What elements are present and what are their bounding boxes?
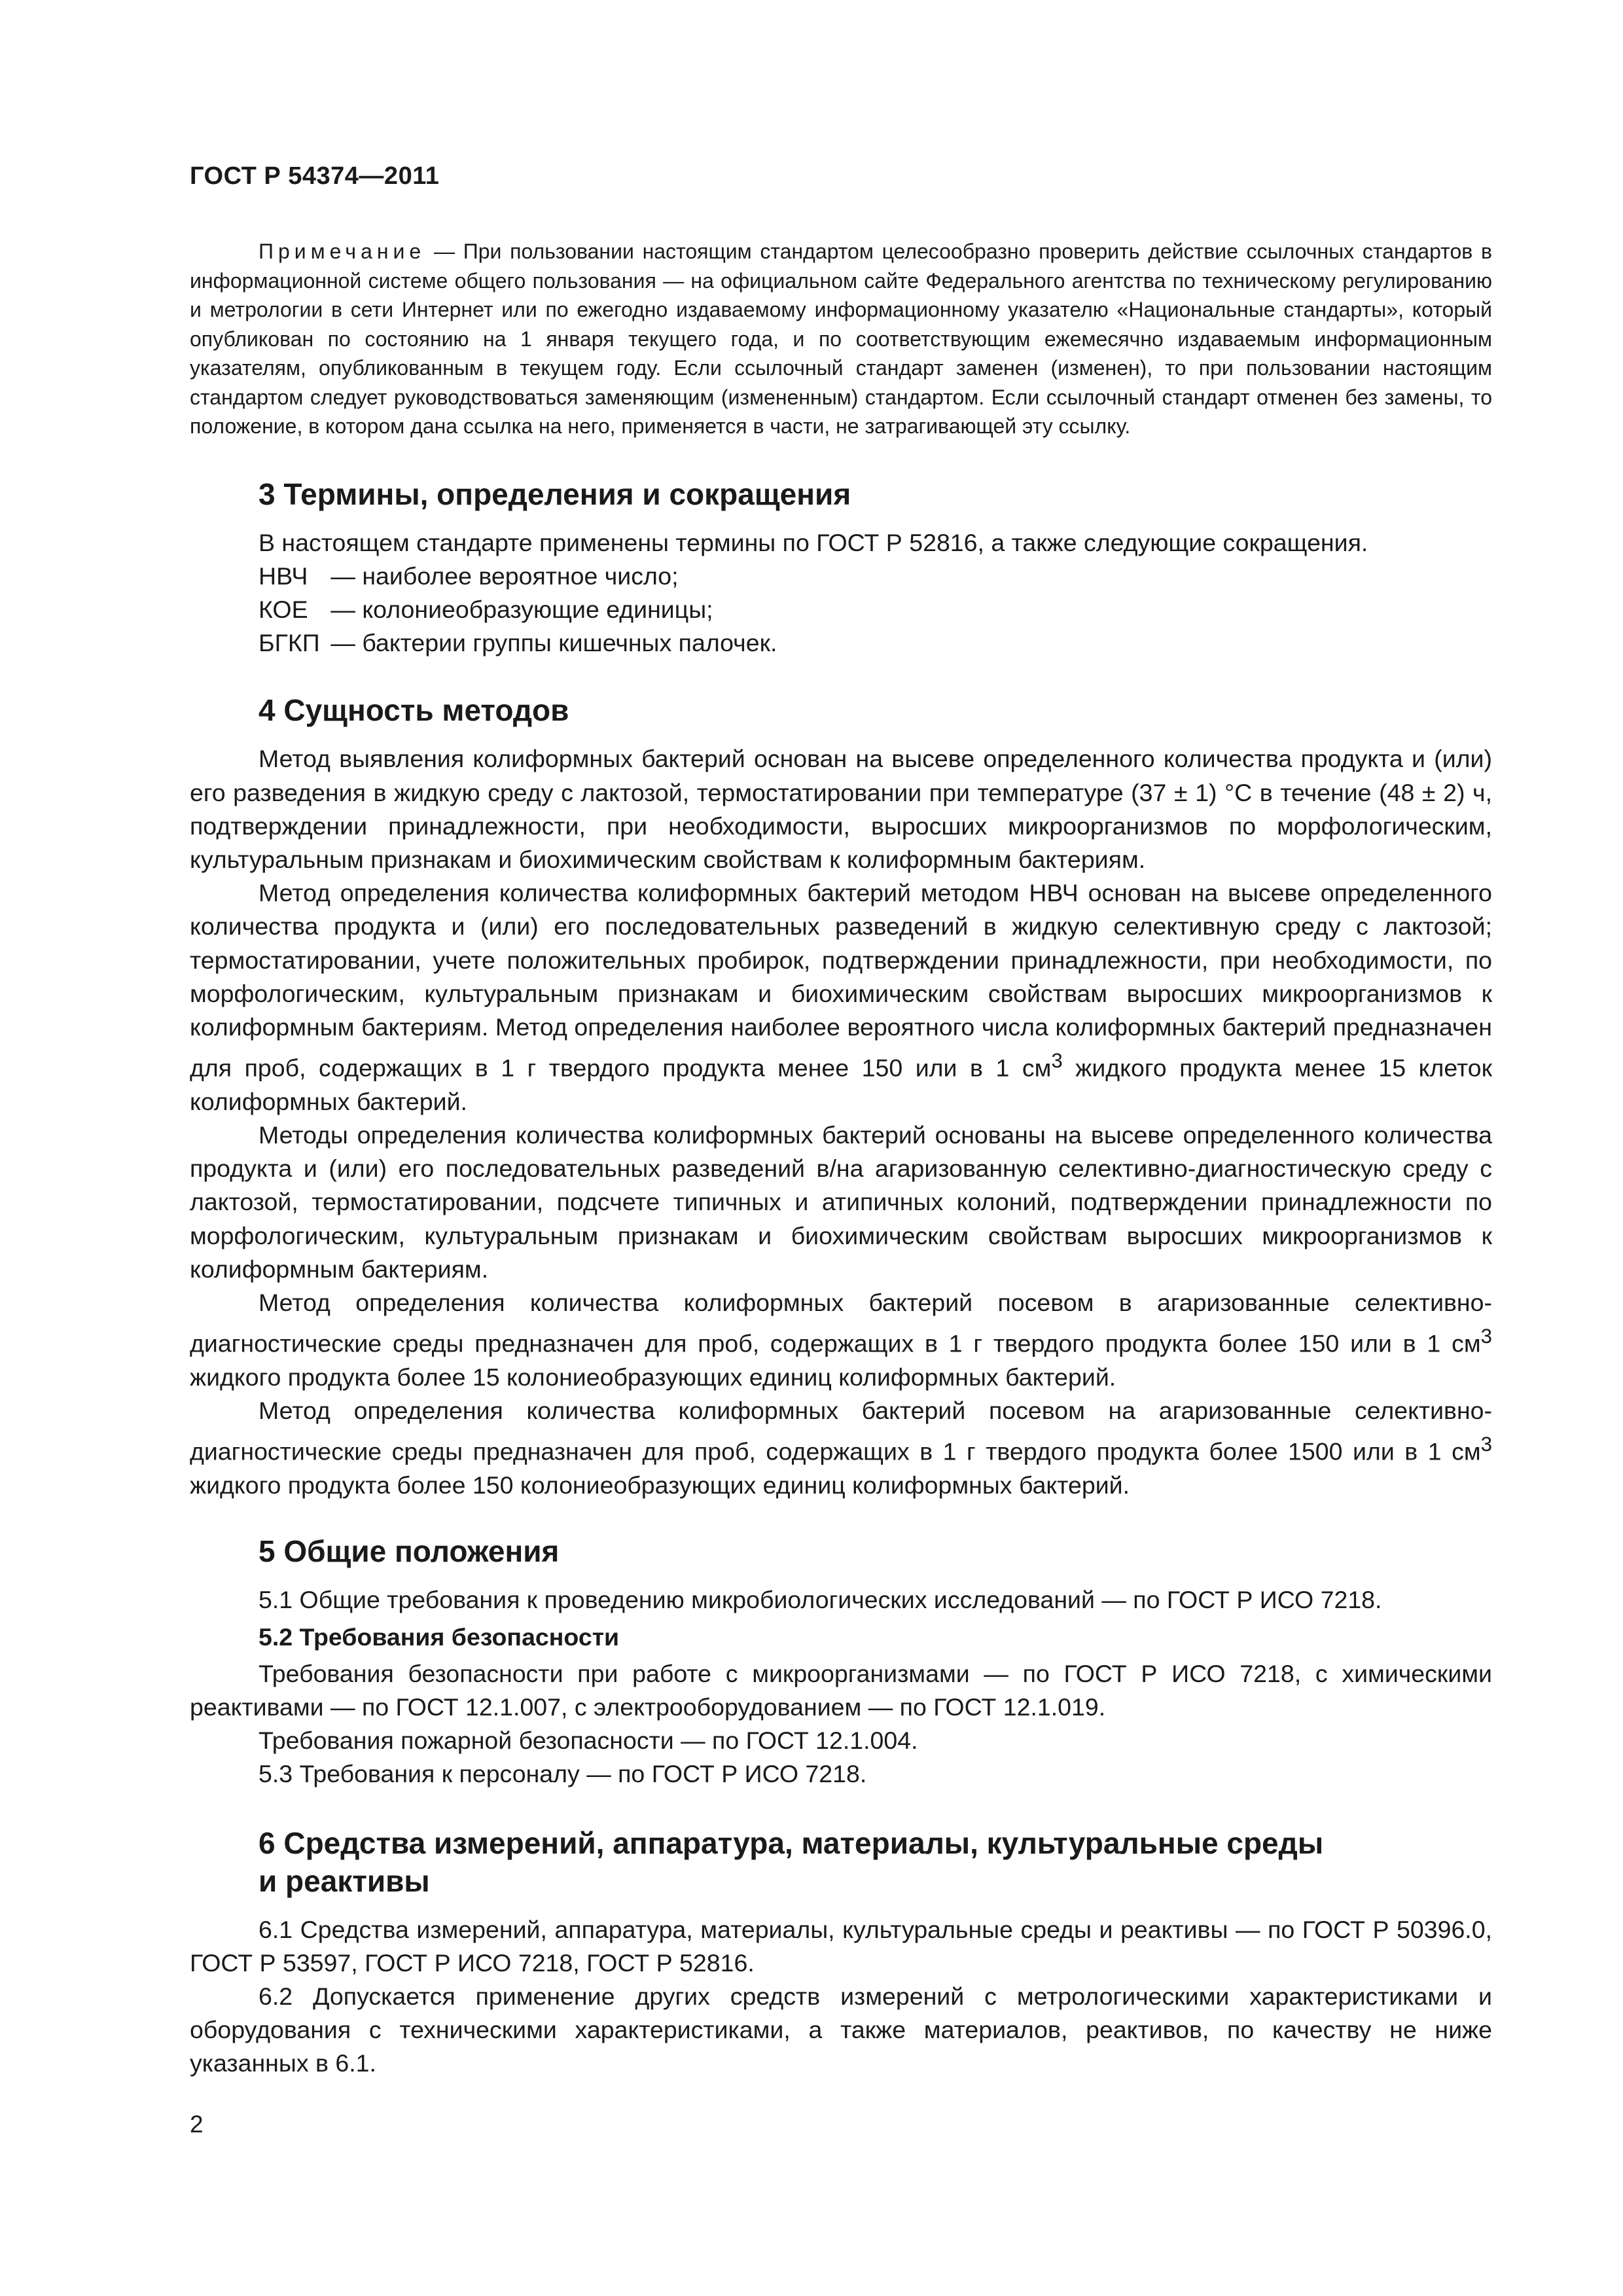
clause-6-2: 6.2 Допускается применение других средств измерений с метрологическими характеристиками и оборудования с техническими характеристиками, а также материалов, реактивов, по качеству не ниже указанных в 6.1. (190, 1982, 1492, 2077)
paragraph-text: жидкого продукта более 150 колониеобразующих единиц колиформных бактерий. (190, 1471, 1130, 1499)
section-4-paragraph-4 (190, 1286, 1492, 1394)
paragraph-text: жидкого продукта менее 15 клеток колиформных бактерий. (190, 1054, 1492, 1115)
section-4-paragraph-3: Методы определения количества колиформных бактерий основаны на высеве определенного количества продукта и (или) его последовательных разведений в/на агаризованную селективно-диагностическую среду с лактозой, термостатировании, подсчете типичных и атипичных колоний, подтверждении принадлежности по морфологическим, культуральным признакам и биохимическим свойствам выросших микроорганизмов к колиформным бактериям. (190, 1121, 1492, 1283)
clause-5-1: 5.1 Общие требования к проведению микробиологических исследований — по ГОСТ Р ИСО 7218. (259, 1586, 1382, 1614)
section-3-intro: В настоящем стандарте применены термины по ГОСТ Р 52816, а также следующие сокращения. (259, 528, 1368, 556)
paragraph-text: жидкого продукта более 15 колониеобразующих единиц колиформных бактерий. (190, 1363, 1116, 1391)
abbreviation-item (190, 626, 1492, 660)
clause-5-2-title: 5.2 Требования безопасности (259, 1623, 620, 1651)
section-6-title-line-2: и реактивы (259, 1863, 430, 1898)
section-4-paragraph-1: Метод выявления колиформных бактерий основан на высеве определенного количества продукта и (или) его разведения в жидкую среду с лактозой, термостатировании при температуре (37 ± 1) °С в течение (48 ± 2) ч, подтверждении принадлежности, при необходимости, выросших микроорганизмов по морфологическим, культуральным признакам и биохимическим свойствам к колиформным бактериям. (190, 745, 1492, 873)
clause-6-1: 6.1 Средства измерений, аппаратура, материалы, культуральные среды и реактивы — по ГОСТ Р 50396.0, ГОСТ Р 53597, ГОСТ Р ИСО 7218, ГОСТ Р 52816. (190, 1915, 1492, 1977)
clause-5-2-paragraph-2: Требования пожарной безопасности — по ГОСТ 12.1.004. (259, 1727, 918, 1755)
section-6-title (190, 1824, 1492, 1900)
abbreviation-term: БГКП (259, 629, 320, 657)
note-label: Примечание (259, 240, 426, 263)
superscript-3: 3 (1480, 1433, 1492, 1456)
section-3-title: 3 Термины, определения и сокращения (259, 476, 851, 511)
superscript-3: 3 (1051, 1049, 1063, 1073)
abbreviation-definition: — колониеобразующие единицы; (330, 595, 713, 623)
clause-5-3: 5.3 Требования к персоналу — по ГОСТ Р ИСО 7218. (259, 1760, 867, 1788)
abbreviation-item (190, 593, 1492, 626)
section-4-title: 4 Сущность методов (259, 693, 569, 728)
section-4-paragraph-5 (190, 1394, 1492, 1502)
abbreviation-definition: — бактерии группы кишечных палочек. (330, 629, 777, 657)
abbreviation-item (190, 560, 1492, 593)
abbreviation-term: КОЕ (259, 595, 308, 623)
note-text: — При пользовании настоящим стандартом целесообразно проверить действие ссылочных стандартов в информационной системе общего пользования — на официальном сайте Федерального агентства по техническому регулированию и метрологии в сети Интернет или по ежегодно издаваемому информационному указателю «Национальные стандарты», который опубликован по состоянию на 1 января текущего года, и по соответствующим ежемесячно издаваемым информационным указателям, опубликованным в текущем году. Если ссылочный стандарт заменен (изменен), то при пользовании настоящим стандартом следует руководствоваться заменяющим (измененным) стандартом. Если ссылочный стандарт отменен без замены, то положение, в котором дана ссылка на него, применяется в части, не затрагивающей эту ссылку. (190, 240, 1493, 438)
abbreviation-definition: — наиболее вероятное число; (330, 562, 679, 590)
document-content (190, 237, 1492, 2081)
paragraph-text: Метод определения количества колиформных бактерий посевом в агаризованные селективно-диагностические среды предназначен для проб, содержащих в 1 г твердого продукта более 150 или в 1 см (190, 1289, 1492, 1357)
reference-note (190, 237, 1492, 441)
section-6-title-line-1: 6 Средства измерений, аппаратура, материалы, культуральные среды (259, 1825, 1324, 1860)
superscript-3: 3 (1480, 1325, 1492, 1348)
clause-5-2-paragraph-1: Требования безопасности при работе с микроорганизмами — по ГОСТ Р ИСО 7218, с химическими реактивами — по ГОСТ 12.1.007, с электрооборудованием — по ГОСТ 12.1.019. (190, 1659, 1492, 1721)
paragraph-text: Метод определения количества колиформных бактерий посевом на агаризованные селективно-диагностические среды предназначен для проб, содержащих в 1 г твердого продукта более 1500 или в 1 см (190, 1397, 1492, 1465)
section-4-paragraph-2 (190, 876, 1492, 1119)
document-code-header: ГОСТ Р 54374—2011 (190, 162, 440, 190)
page-number: 2 (190, 2111, 204, 2138)
abbreviation-term: НВЧ (259, 562, 308, 590)
section-5-title: 5 Общие положения (259, 1534, 560, 1569)
paragraph-text: Метод определения количества колиформных бактерий методом НВЧ основан на высеве определенного количества продукта и (или) его последовательных разведений в жидкую селективную среду с лактозой; термостатировании, учете положительных пробирок, подтверждении принадлежности, при необходимости, по морфологическим, культуральным признакам и биохимическим свойствам выросших микроорганизмов к колиформным бактериям. Метод определения наиболее вероятного числа колиформных бактерий предназначен для проб, содержащих в 1 г твердого продукта менее 150 или в 1 см (190, 879, 1492, 1082)
